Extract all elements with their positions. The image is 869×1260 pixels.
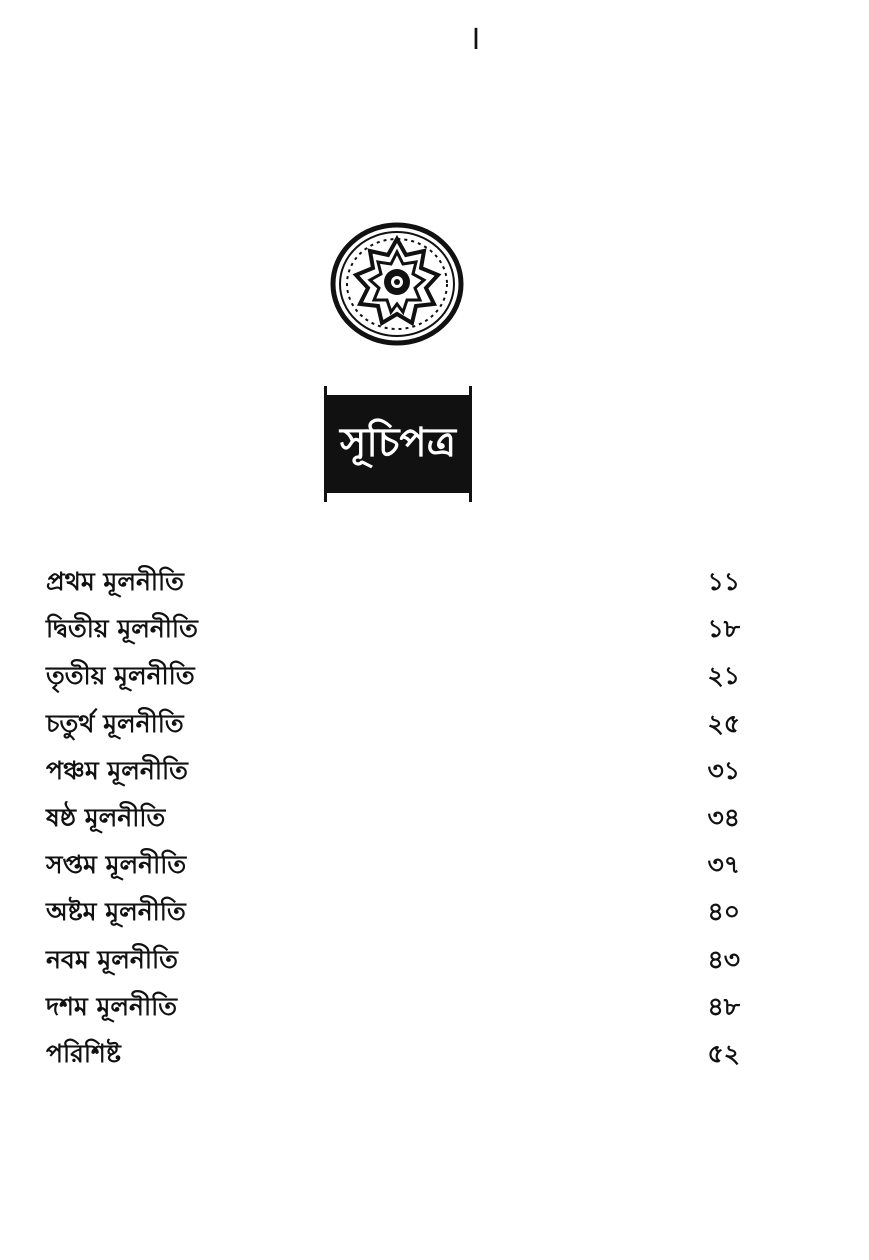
toc-entry-page: ৫২ [707, 1038, 740, 1068]
toc-entry [46, 562, 740, 609]
page-number: । [468, 18, 481, 58]
toc-entry [46, 798, 740, 845]
toc-entry-title: দ্বিতীয় মূলনীতি [46, 614, 198, 644]
toc-entry-page: ৪৩ [707, 944, 740, 974]
toc-entry-page: ৪৮ [707, 991, 740, 1021]
toc-entry-title: পঞ্চম মূলনীতি [46, 755, 188, 785]
toc-entry-page: ৩৭ [707, 850, 740, 880]
toc-entry [46, 987, 740, 1034]
toc-entry-title: দশম মূলনীতি [46, 991, 178, 1021]
ornament-icon [330, 222, 464, 346]
toc-entry-title: তৃতীয় মূলনীতি [46, 661, 195, 691]
toc-entry-title: পরিশিষ্ট [46, 1038, 121, 1068]
title-banner [324, 386, 472, 502]
page-title: সূচিপত্র [327, 395, 469, 493]
toc-entry-title: ষষ্ঠ মূলনীতি [46, 802, 166, 832]
toc-entry [46, 609, 740, 656]
toc-entry [46, 1034, 740, 1081]
toc-entry-title: প্রথম মূলনীতি [46, 567, 184, 596]
toc-entry-page: ২১ [707, 661, 740, 691]
toc-entry-title: সপ্তম মূলনীতি [46, 850, 187, 880]
toc-entry [46, 892, 740, 939]
toc-entry [46, 704, 740, 751]
toc-entry-title: অষ্টম মূলনীতি [46, 897, 186, 927]
toc-entry [46, 845, 740, 892]
toc-entry [46, 751, 740, 798]
toc-entry-page: ৩৪ [707, 802, 740, 832]
toc-entry [46, 940, 740, 987]
toc-entry [46, 656, 740, 703]
toc-entry-page: ৩১ [707, 755, 740, 785]
toc-entry-title: নবম মূলনীতি [46, 944, 178, 974]
toc-entry-page: ১৮ [707, 614, 740, 644]
toc-entry-page: ৪০ [707, 897, 740, 927]
toc-entry-title: চতুর্থ মূলনীতি [46, 708, 184, 738]
banner-right-bar [469, 386, 472, 502]
toc-entry-page: ১১ [707, 567, 740, 596]
toc-entry-page: ২৫ [707, 708, 740, 738]
table-of-contents [46, 562, 740, 1081]
